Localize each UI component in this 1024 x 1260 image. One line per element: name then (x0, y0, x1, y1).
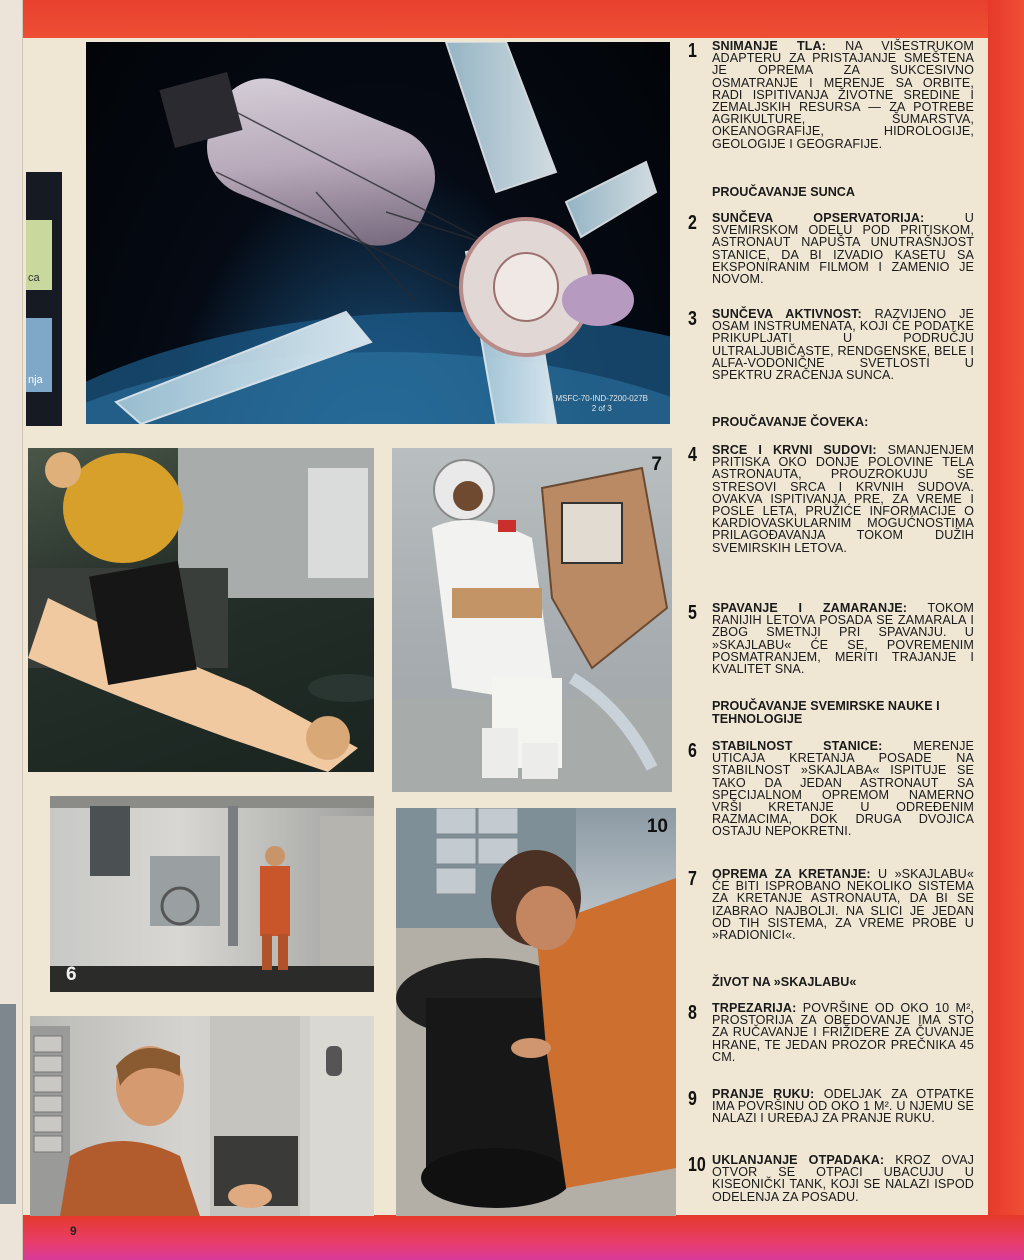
item-title: TRPEZARIJA: (712, 1001, 797, 1015)
astronaut-illustration (392, 448, 672, 792)
photo-number: 10 (646, 816, 668, 837)
previous-page-fragment: nja (28, 374, 43, 386)
item-text (712, 1088, 974, 1125)
skylab-illustration (86, 42, 670, 424)
item-text (712, 740, 974, 838)
oxygen-tank-photo (396, 808, 676, 1216)
item-number: 4 (688, 444, 697, 466)
item-title: SPAVANJE I ZAMARANJE: (712, 601, 908, 615)
item-text (712, 1002, 974, 1063)
item-number: 9 (688, 1088, 697, 1110)
item-number: 1 (688, 40, 697, 62)
astronaut-mobility-photo (392, 448, 672, 792)
section-heading: PROUČAVANJE SUNCA (712, 185, 855, 199)
photo-caption-line: MSFC-70-IND-7200-027B (555, 394, 648, 403)
item-number: 7 (688, 868, 697, 890)
item-text (712, 602, 974, 675)
skylab-station-photo (86, 42, 670, 424)
item-number: 2 (688, 212, 697, 234)
item-body: U SVEMIRSKOM ODELU POD PRITISKOM, ASTRONAUT NAPUŠTA UNUTRAŠNJOST STANICE, DA BI IZVADIO KASETU SA EKSPONIRANIM FILMOM I ZAMENIO JE NOVOM. (712, 211, 974, 287)
photo-caption (556, 394, 648, 414)
right-red-border (988, 0, 1024, 1260)
item-text (712, 1154, 974, 1203)
oxygen-tank-illustration (396, 808, 676, 1216)
item-body: TOKOM RANIJIH LETOVA POSADA SE ZAMARALA I ZBOG SMETNJI PRI SPAVANJU. U »SKAJLABU« ĆE SE, POVREMENIM POSMATRANJEM, MERITI TRAJANJE I KVALITET SNA. (712, 601, 974, 677)
item-text (712, 308, 974, 381)
item-number: 5 (688, 602, 697, 624)
photo-caption-line: 2 of 3 (591, 404, 612, 413)
item-title: UKLANJANJE OTPADAKA: (712, 1153, 885, 1167)
item-body: NA VIŠESTRUKOM ADAPTERU ZA PRISTAJANJE SMEŠTENA JE OPREMA ZA SUKCESIVNO OSMATRANJE I MERENJE SA ORBITE, RADI ISPITIVANJA ŽIVOTNE SREDINE I ZEMALJSKIH RESURSA — ZA POTREBE AGRIKULTURE, ŠUMARSTVA, OKEANOGRAFIJE, HIDROLOGIJE, GEOLOGIJE I GEOGRAFIJE. (712, 39, 974, 151)
workshop-photo (50, 796, 374, 992)
item-number: 6 (688, 740, 697, 762)
waste-compartment-illustration (30, 1016, 374, 1216)
item-number: 3 (688, 308, 697, 330)
item-title: STABILNOST STANICE: (712, 739, 883, 753)
item-text (712, 212, 974, 285)
bottom-color-border (0, 1215, 1024, 1260)
workshop-illustration (50, 796, 374, 992)
medical-test-illustration (28, 448, 374, 772)
previous-page-green-box (26, 220, 52, 290)
section-heading: PROUČAVANJE SVEMIRSKE NAUKE I TEHNOLOGIJE (712, 699, 940, 726)
item-title: SUNČEVA AKTIVNOST: (712, 307, 862, 321)
section-heading: ŽIVOT NA »SKAJLABU« (712, 975, 857, 989)
item-number: 10 (688, 1154, 706, 1176)
previous-page-fragment: ca (28, 272, 40, 284)
item-text (712, 444, 974, 554)
page-number: 9 (70, 1224, 77, 1238)
item-text (712, 868, 974, 941)
medical-test-photo (28, 448, 374, 772)
photo-number: 7 (651, 454, 662, 475)
top-red-border (0, 0, 1024, 40)
item-body: SMANJENJEM PRITISKA OKO DONJE POLOVINE TELA ASTRONAUTA, PROUZROKUJU SE STRESOVI SRCA I KRVNIH SUDOVA. OVAKVA ISPITIVANJA PRE, ZA VREME I POSLE LETA, PRUŽIĆE INFORMACIJE O KARDIOVASKULARNIM MOGUĆNOSTIMA PRILAGOĐAVANJA TOKOM DUŽIH SVEMIRSKIH LETOVA. (712, 443, 974, 555)
item-body: RAZVIJENO JE OSAM INSTRUMENATA, KOJI ĆE PODATKE PRIKUPLJATI U PODRUČJU ULTRALJUBIČASTE, RENDGENSKE, BELE I ALFA-VODONIČNE SVETLOSTI U SPEKTRU ZRAČENJA SUNCA. (712, 307, 974, 383)
item-body: MERENJE UTICAJA KRETANJA POSADE NA STABILNOST »SKAJLABA« ISPITUJE SE TAKO DA JEDAN ASTRONAUT SA SPECIJALNOM OPREMOM NAMERNO VRŠI KRETANJE U ODREĐENIM RAZMACIMA, DOK DRUGA DVOJICA OSTAJU NEPOKRETNI. (712, 739, 974, 839)
photo-number: 6 (66, 964, 77, 985)
item-body: U »SKAJLABU« ĆE BITI ISPROBANO NEKOLIKO SISTEMA ZA KRETANJE ASTRONAUTA, DA BI SE IZABRAO NAJBOLJI. NA SLICI JE JEDAN OD TIH SISTEMA, ZA VREME PROBE U »RADIONICI«. (712, 867, 974, 943)
section-heading: PROUČAVANJE ČOVEKA: (712, 415, 869, 429)
item-title: SUNČEVA OPSERVATORIJA: (712, 211, 925, 225)
item-title: SNIMANJE TLA: (712, 39, 827, 53)
item-title: SRCE I KRVNI SUDOVI: (712, 443, 877, 457)
item-body: KROZ OVAJ OTVOR SE OTPACI UBACUJU U KISEONIČKI TANK, KOJI SE NALAZI ISPOD ODELENJA ZA POSADU. (712, 1153, 974, 1204)
item-text (712, 40, 974, 150)
item-number: 8 (688, 1002, 697, 1024)
item-title: OPREMA ZA KRETANJE: (712, 867, 871, 881)
item-body: POVRŠINE OD OKO 10 M², PROSTORIJA ZA OBEDOVANJE IMA STO ZA RUČAVANJE I FRIŽIDERE ZA ČUVANJE HRANE, TE JEDAN PROZOR PREČNIKA 45 CM. (712, 1001, 974, 1064)
previous-page-photo (0, 1004, 16, 1204)
item-body: ODELJAK ZA OTPATKE IMA POVRŠINU OD OKO 1 M². U NJEMU SE NALAZI I UREĐAJ ZA PRANJE RUKU. (712, 1087, 974, 1126)
item-title: PRANJE RUKU: (712, 1087, 815, 1101)
previous-page-blue-box (26, 318, 52, 392)
waste-compartment-photo (30, 1016, 374, 1216)
